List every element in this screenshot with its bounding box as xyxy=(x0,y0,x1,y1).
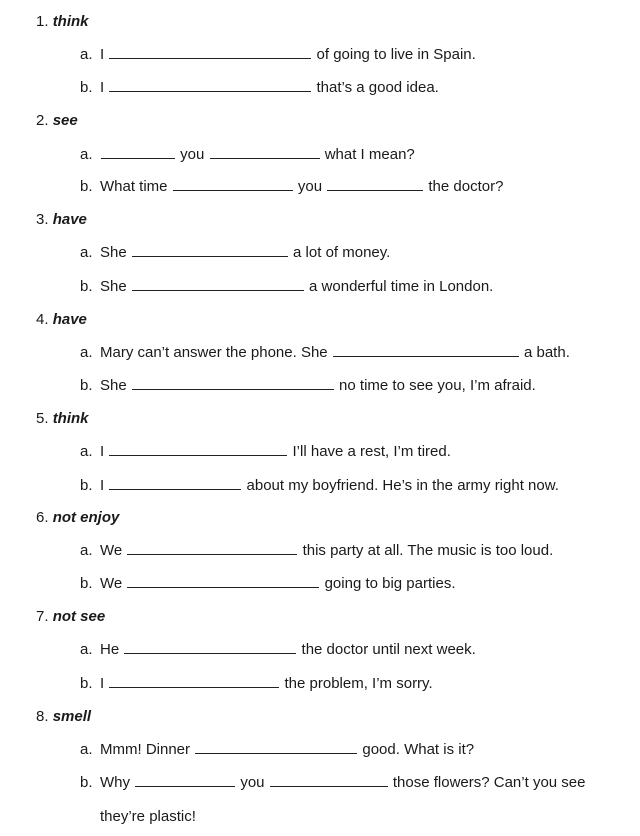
item-text: I xyxy=(100,477,105,494)
answer-blank[interactable] xyxy=(132,243,288,257)
item-label: a. xyxy=(80,542,93,559)
item-label: a. xyxy=(80,344,93,361)
question-verb: think xyxy=(52,13,89,30)
question-5b xyxy=(80,476,559,496)
answer-blank[interactable] xyxy=(270,773,388,787)
question-3-header xyxy=(36,210,87,230)
item-label: b. xyxy=(80,377,93,394)
answer-blank[interactable] xyxy=(333,343,519,357)
item-label: a. xyxy=(80,443,93,460)
question-2-header xyxy=(36,111,78,131)
question-1-header xyxy=(36,12,89,32)
question-4b xyxy=(80,376,536,396)
question-number: 8. xyxy=(36,708,49,725)
item-text: the problem, I’m sorry. xyxy=(284,675,433,692)
question-7-header xyxy=(36,607,105,627)
item-text: of going to live in Spain. xyxy=(316,46,476,63)
item-text: the doctor? xyxy=(428,178,504,195)
answer-blank[interactable] xyxy=(109,442,287,456)
answer-blank[interactable] xyxy=(195,740,357,754)
question-3b xyxy=(80,277,493,297)
item-text: that’s a good idea. xyxy=(316,79,439,96)
item-text: good. What is it? xyxy=(362,741,475,758)
question-verb: not enjoy xyxy=(52,509,120,526)
question-4a xyxy=(80,343,570,363)
item-text: no time to see you, I’m afraid. xyxy=(339,377,536,394)
item-text: you xyxy=(240,774,265,791)
item-text: you xyxy=(297,178,323,195)
item-label: b. xyxy=(80,178,93,195)
item-text: We xyxy=(100,575,123,592)
question-number: 5. xyxy=(36,410,49,427)
item-label: a. xyxy=(80,641,93,658)
answer-blank[interactable] xyxy=(109,45,311,59)
question-5-header xyxy=(36,409,89,429)
item-text: the doctor until next week. xyxy=(301,641,476,658)
item-label: a. xyxy=(80,244,93,261)
question-7b xyxy=(80,674,433,694)
item-text: a lot of money. xyxy=(293,244,391,261)
item-text: I xyxy=(100,443,105,460)
question-1b xyxy=(80,78,439,98)
question-number: 3. xyxy=(36,211,49,228)
item-text: they’re plastic! xyxy=(100,808,196,825)
answer-blank[interactable] xyxy=(135,773,235,787)
item-text: What time xyxy=(100,178,168,195)
question-verb: see xyxy=(52,112,78,129)
question-verb: smell xyxy=(52,708,92,725)
question-number: 4. xyxy=(36,311,49,328)
answer-blank[interactable] xyxy=(109,674,279,688)
question-6-header xyxy=(36,508,119,528)
question-2b xyxy=(80,177,503,197)
item-text: I xyxy=(100,675,105,692)
item-text: Mary can’t answer the phone. She xyxy=(100,344,328,361)
question-8a xyxy=(80,740,474,760)
item-text: this party at all. The music is too loud. xyxy=(302,542,554,559)
item-text: Mmm! Dinner xyxy=(100,741,191,758)
question-verb: have xyxy=(52,311,87,328)
item-label: b. xyxy=(80,575,93,592)
question-verb: not see xyxy=(52,608,106,625)
answer-blank[interactable] xyxy=(127,574,319,588)
answer-blank[interactable] xyxy=(127,541,297,555)
item-label: a. xyxy=(80,46,93,63)
question-4-header xyxy=(36,310,87,330)
question-8b xyxy=(80,773,585,793)
item-label: b. xyxy=(80,278,93,295)
question-2a xyxy=(80,145,415,165)
question-5a xyxy=(80,442,451,462)
item-text: a bath. xyxy=(523,344,570,361)
item-label: b. xyxy=(80,675,93,692)
item-text: I xyxy=(100,79,105,96)
answer-blank[interactable] xyxy=(210,145,320,159)
question-verb: have xyxy=(52,211,87,228)
item-text: Why xyxy=(100,774,130,791)
item-text: those flowers? Can’t you see xyxy=(392,774,586,791)
item-text: about my boyfriend. He’s in the army right now. xyxy=(246,477,559,494)
answer-blank[interactable] xyxy=(132,376,334,390)
question-number: 6. xyxy=(36,509,49,526)
item-label: b. xyxy=(80,79,93,96)
question-number: 7. xyxy=(36,608,49,625)
question-7a xyxy=(80,640,476,660)
item-text: She xyxy=(100,244,127,261)
item-text: He xyxy=(100,641,120,658)
answer-blank[interactable] xyxy=(101,145,175,159)
item-text: She xyxy=(100,278,127,295)
answer-blank[interactable] xyxy=(124,640,296,654)
question-verb: think xyxy=(52,410,89,427)
question-8-header xyxy=(36,707,91,727)
item-text: you xyxy=(180,146,205,163)
item-label: a. xyxy=(80,741,93,758)
question-number: 2. xyxy=(36,112,49,129)
item-text: We xyxy=(100,542,123,559)
item-text: what I mean? xyxy=(324,146,415,163)
question-1a xyxy=(80,45,476,65)
answer-blank[interactable] xyxy=(173,177,293,191)
item-label: b. xyxy=(80,774,93,791)
item-label: a. xyxy=(80,146,93,163)
item-text: She xyxy=(100,377,127,394)
item-text: I xyxy=(100,46,105,63)
question-3a xyxy=(80,243,390,263)
question-8b-continuation xyxy=(100,807,196,827)
answer-blank[interactable] xyxy=(109,78,311,92)
item-text: going to big parties. xyxy=(324,575,456,592)
question-6b xyxy=(80,574,456,594)
answer-blank[interactable] xyxy=(327,177,423,191)
item-text: a wonderful time in London. xyxy=(309,278,494,295)
item-label: b. xyxy=(80,477,93,494)
question-6a xyxy=(80,541,553,561)
item-text: I’ll have a rest, I’m tired. xyxy=(292,443,451,460)
answer-blank[interactable] xyxy=(132,277,304,291)
answer-blank[interactable] xyxy=(109,476,241,490)
question-number: 1. xyxy=(36,13,49,30)
